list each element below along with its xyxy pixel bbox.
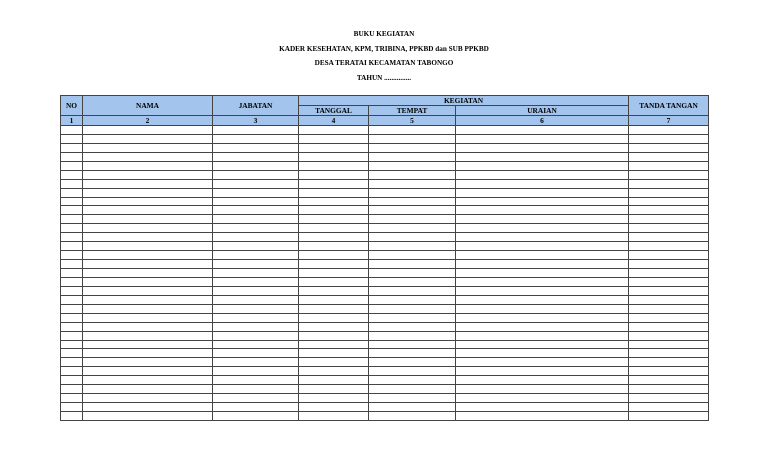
table-cell [629,385,709,394]
table-cell [61,233,83,242]
table-cell [456,385,629,394]
table-cell [299,269,369,278]
table-cell [629,242,709,251]
table-cell [369,367,456,376]
table-cell [456,304,629,313]
table-cell [83,304,213,313]
table-cell [369,340,456,349]
title-line-4: TAHUN ............... [356,73,412,82]
table-cell [456,295,629,304]
table-cell [83,367,213,376]
table-row [61,403,709,412]
table-cell [83,349,213,358]
table-cell [213,412,299,421]
table-cell [61,385,83,394]
column-number: 6 [456,116,629,126]
table-cell [456,349,629,358]
table-cell [456,197,629,206]
table-cell [213,224,299,233]
table-cell [83,126,213,135]
table-cell [629,322,709,331]
table-cell [456,340,629,349]
table-cell [61,134,83,143]
table-row [61,233,709,242]
table-cell [629,260,709,269]
table-cell [83,143,213,152]
table-row [61,304,709,313]
table-cell [213,242,299,251]
table-cell [83,224,213,233]
table-cell [629,358,709,367]
table-row [61,143,709,152]
table-cell [456,215,629,224]
table-cell [213,322,299,331]
table-cell [369,152,456,161]
table-cell [369,188,456,197]
table-row [61,170,709,179]
table-cell [456,170,629,179]
table-cell [369,295,456,304]
table-row [61,260,709,269]
table-cell [213,358,299,367]
table-cell [299,215,369,224]
table-cell [83,313,213,322]
table-cell [369,260,456,269]
table-cell [629,152,709,161]
table-cell [456,260,629,269]
table-cell [369,206,456,215]
table-cell [629,126,709,135]
table-cell [369,322,456,331]
table-cell [369,304,456,313]
table-cell [369,269,456,278]
table-cell [299,188,369,197]
table-cell [456,367,629,376]
table-cell [299,179,369,188]
table-cell [61,161,83,170]
table-cell [61,349,83,358]
table-cell [83,331,213,340]
table-cell [369,385,456,394]
table-cell [369,134,456,143]
table-cell [456,251,629,260]
table-cell [83,242,213,251]
table-cell [61,251,83,260]
table-cell [456,322,629,331]
column-number: 2 [83,116,213,126]
table-cell [629,313,709,322]
table-cell [61,215,83,224]
column-number: 1 [61,116,83,126]
table-cell [213,403,299,412]
table-cell [299,277,369,286]
column-number-row [61,116,709,126]
table-cell [629,143,709,152]
table-cell [61,152,83,161]
table-cell [83,206,213,215]
table-cell [83,215,213,224]
table-cell [61,286,83,295]
table-row [61,269,709,278]
table-cell [213,277,299,286]
table-cell [61,340,83,349]
table-cell [61,295,83,304]
table-cell [61,206,83,215]
table-cell [61,304,83,313]
table-cell [299,313,369,322]
table-cell [629,179,709,188]
table-cell [61,260,83,269]
table-cell [629,134,709,143]
table-cell [213,367,299,376]
table-cell [369,215,456,224]
table-cell [299,197,369,206]
table-cell [83,179,213,188]
table-cell [299,242,369,251]
header-tempat: TEMPAT [369,106,456,116]
table-cell [629,394,709,403]
table-cell [83,286,213,295]
table-cell [629,277,709,286]
table-cell [456,358,629,367]
table-cell [213,126,299,135]
table-cell [369,376,456,385]
table-cell [629,233,709,242]
table-cell [213,349,299,358]
table-cell [369,358,456,367]
table-row [61,385,709,394]
table-cell [83,170,213,179]
table-cell [61,242,83,251]
table-cell [629,367,709,376]
table-cell [456,331,629,340]
table-cell [61,367,83,376]
table-cell [299,233,369,242]
table-cell [299,412,369,421]
table-cell [83,188,213,197]
table-row [61,277,709,286]
table-cell [213,304,299,313]
table-cell [629,251,709,260]
document-heading [0,27,768,85]
table-cell [456,277,629,286]
table-cell [299,286,369,295]
title-line-1: BUKU KEGIATAN [353,30,415,38]
table-cell [213,269,299,278]
title-line-2: KADER KESEHATAN, KPM, TRIBINA, PPKBD dan SUB PPKBD [279,44,489,53]
table-cell [83,412,213,421]
table-cell [629,403,709,412]
table-cell [83,322,213,331]
table-cell [83,358,213,367]
table-cell [456,313,629,322]
table-cell [629,295,709,304]
table-row [61,161,709,170]
activity-log-table [60,95,709,421]
table-cell [456,269,629,278]
table-cell [369,251,456,260]
table-row [61,152,709,161]
table-cell [629,331,709,340]
table-cell [83,233,213,242]
table-cell [369,349,456,358]
table-cell [299,358,369,367]
table-cell [456,286,629,295]
table-cell [299,206,369,215]
table-cell [61,412,83,421]
table-cell [213,313,299,322]
table-cell [299,126,369,135]
table-row [61,197,709,206]
table-cell [83,340,213,349]
table-cell [456,179,629,188]
table-cell [369,233,456,242]
table-cell [213,197,299,206]
table-cell [83,385,213,394]
table-cell [369,161,456,170]
table-cell [299,152,369,161]
table-cell [213,340,299,349]
table-body [61,126,709,421]
table-cell [61,358,83,367]
column-number: 3 [213,116,299,126]
table-cell [83,260,213,269]
table-cell [629,215,709,224]
table-row [61,412,709,421]
table-row [61,215,709,224]
header-no: NO [61,96,83,116]
table-cell [629,340,709,349]
table-row [61,206,709,215]
table-cell [456,126,629,135]
table-cell [456,233,629,242]
table-cell [629,188,709,197]
table-cell [456,161,629,170]
table-cell [369,403,456,412]
table-cell [456,134,629,143]
table-cell [61,394,83,403]
table-cell [369,126,456,135]
table-cell [61,179,83,188]
table-cell [83,394,213,403]
table-row [61,179,709,188]
table-cell [299,143,369,152]
table-cell [629,170,709,179]
table-cell [213,260,299,269]
table-cell [456,152,629,161]
table-cell [629,304,709,313]
table-cell [83,152,213,161]
table-cell [456,143,629,152]
table-cell [299,224,369,233]
table-row [61,322,709,331]
table-cell [369,224,456,233]
table-row [61,188,709,197]
table-cell [61,143,83,152]
table-cell [369,170,456,179]
table-cell [83,277,213,286]
table-cell [299,340,369,349]
table-cell [369,242,456,251]
table-cell [299,322,369,331]
table-cell [629,286,709,295]
table-cell [299,260,369,269]
table-cell [83,161,213,170]
table-cell [213,152,299,161]
table-cell [299,134,369,143]
table-cell [83,251,213,260]
table-cell [629,412,709,421]
table-cell [61,269,83,278]
table-row [61,376,709,385]
table-row [61,242,709,251]
table-cell [213,385,299,394]
table-cell [83,295,213,304]
table-row [61,295,709,304]
table-row [61,349,709,358]
table-cell [629,224,709,233]
table-cell [299,170,369,179]
header-uraian: URAIAN [456,106,629,116]
table-cell [299,304,369,313]
table-cell [213,233,299,242]
table-cell [213,134,299,143]
table-row [61,367,709,376]
table-cell [299,394,369,403]
table-cell [83,134,213,143]
table-cell [61,376,83,385]
table-cell [456,394,629,403]
table-cell [213,143,299,152]
table-cell [61,197,83,206]
table-cell [456,206,629,215]
header-tanda-tangan: TANDA TANGAN [629,96,709,116]
title-line-3: DESA TERATAI KECAMATAN TABONGO [314,59,454,67]
table-cell [213,188,299,197]
table-cell [83,376,213,385]
table-row [61,394,709,403]
column-number: 7 [629,116,709,126]
table-cell [299,385,369,394]
table-cell [456,224,629,233]
table-cell [299,161,369,170]
table-cell [629,161,709,170]
table-cell [369,331,456,340]
table-cell [456,403,629,412]
table-cell [213,394,299,403]
table-row [61,358,709,367]
table-cell [369,412,456,421]
table-cell [369,197,456,206]
table-cell [83,197,213,206]
table-cell [61,322,83,331]
table-cell [213,206,299,215]
table-cell [213,295,299,304]
table-cell [213,286,299,295]
table-cell [213,331,299,340]
table-cell [213,376,299,385]
table-cell [369,286,456,295]
table-cell [83,269,213,278]
table-cell [299,376,369,385]
table-row [61,134,709,143]
header-nama: NAMA [83,96,213,116]
table-cell [456,188,629,197]
table-cell [61,224,83,233]
table-row [61,251,709,260]
table-cell [213,161,299,170]
table-cell [213,251,299,260]
table-cell [299,367,369,376]
table-cell [369,394,456,403]
table-cell [456,242,629,251]
table-cell [61,313,83,322]
table-cell [369,277,456,286]
table-cell [61,126,83,135]
column-number: 4 [299,116,369,126]
table-cell [369,143,456,152]
header-jabatan: JABATAN [213,96,299,116]
table-cell [369,313,456,322]
table-cell [61,188,83,197]
table-cell [299,331,369,340]
table-row [61,224,709,233]
table-cell [61,403,83,412]
table-cell [299,251,369,260]
table-cell [213,170,299,179]
table-row [61,286,709,295]
header-tanggal: TANGGAL [299,106,369,116]
table-row [61,126,709,135]
table-cell [369,179,456,188]
column-number: 5 [369,116,456,126]
table-row [61,340,709,349]
table-cell [456,412,629,421]
table-cell [213,179,299,188]
table-row [61,313,709,322]
table-row [61,331,709,340]
table-cell [61,170,83,179]
table-cell [629,206,709,215]
table-cell [61,277,83,286]
table-cell [83,403,213,412]
table-cell [456,376,629,385]
table-cell [61,331,83,340]
table-cell [629,197,709,206]
table-cell [299,349,369,358]
table-cell [299,295,369,304]
table-cell [299,403,369,412]
table-cell [629,376,709,385]
table-cell [629,349,709,358]
header-kegiatan: KEGIATAN [299,96,629,106]
table-cell [629,269,709,278]
table-cell [213,215,299,224]
